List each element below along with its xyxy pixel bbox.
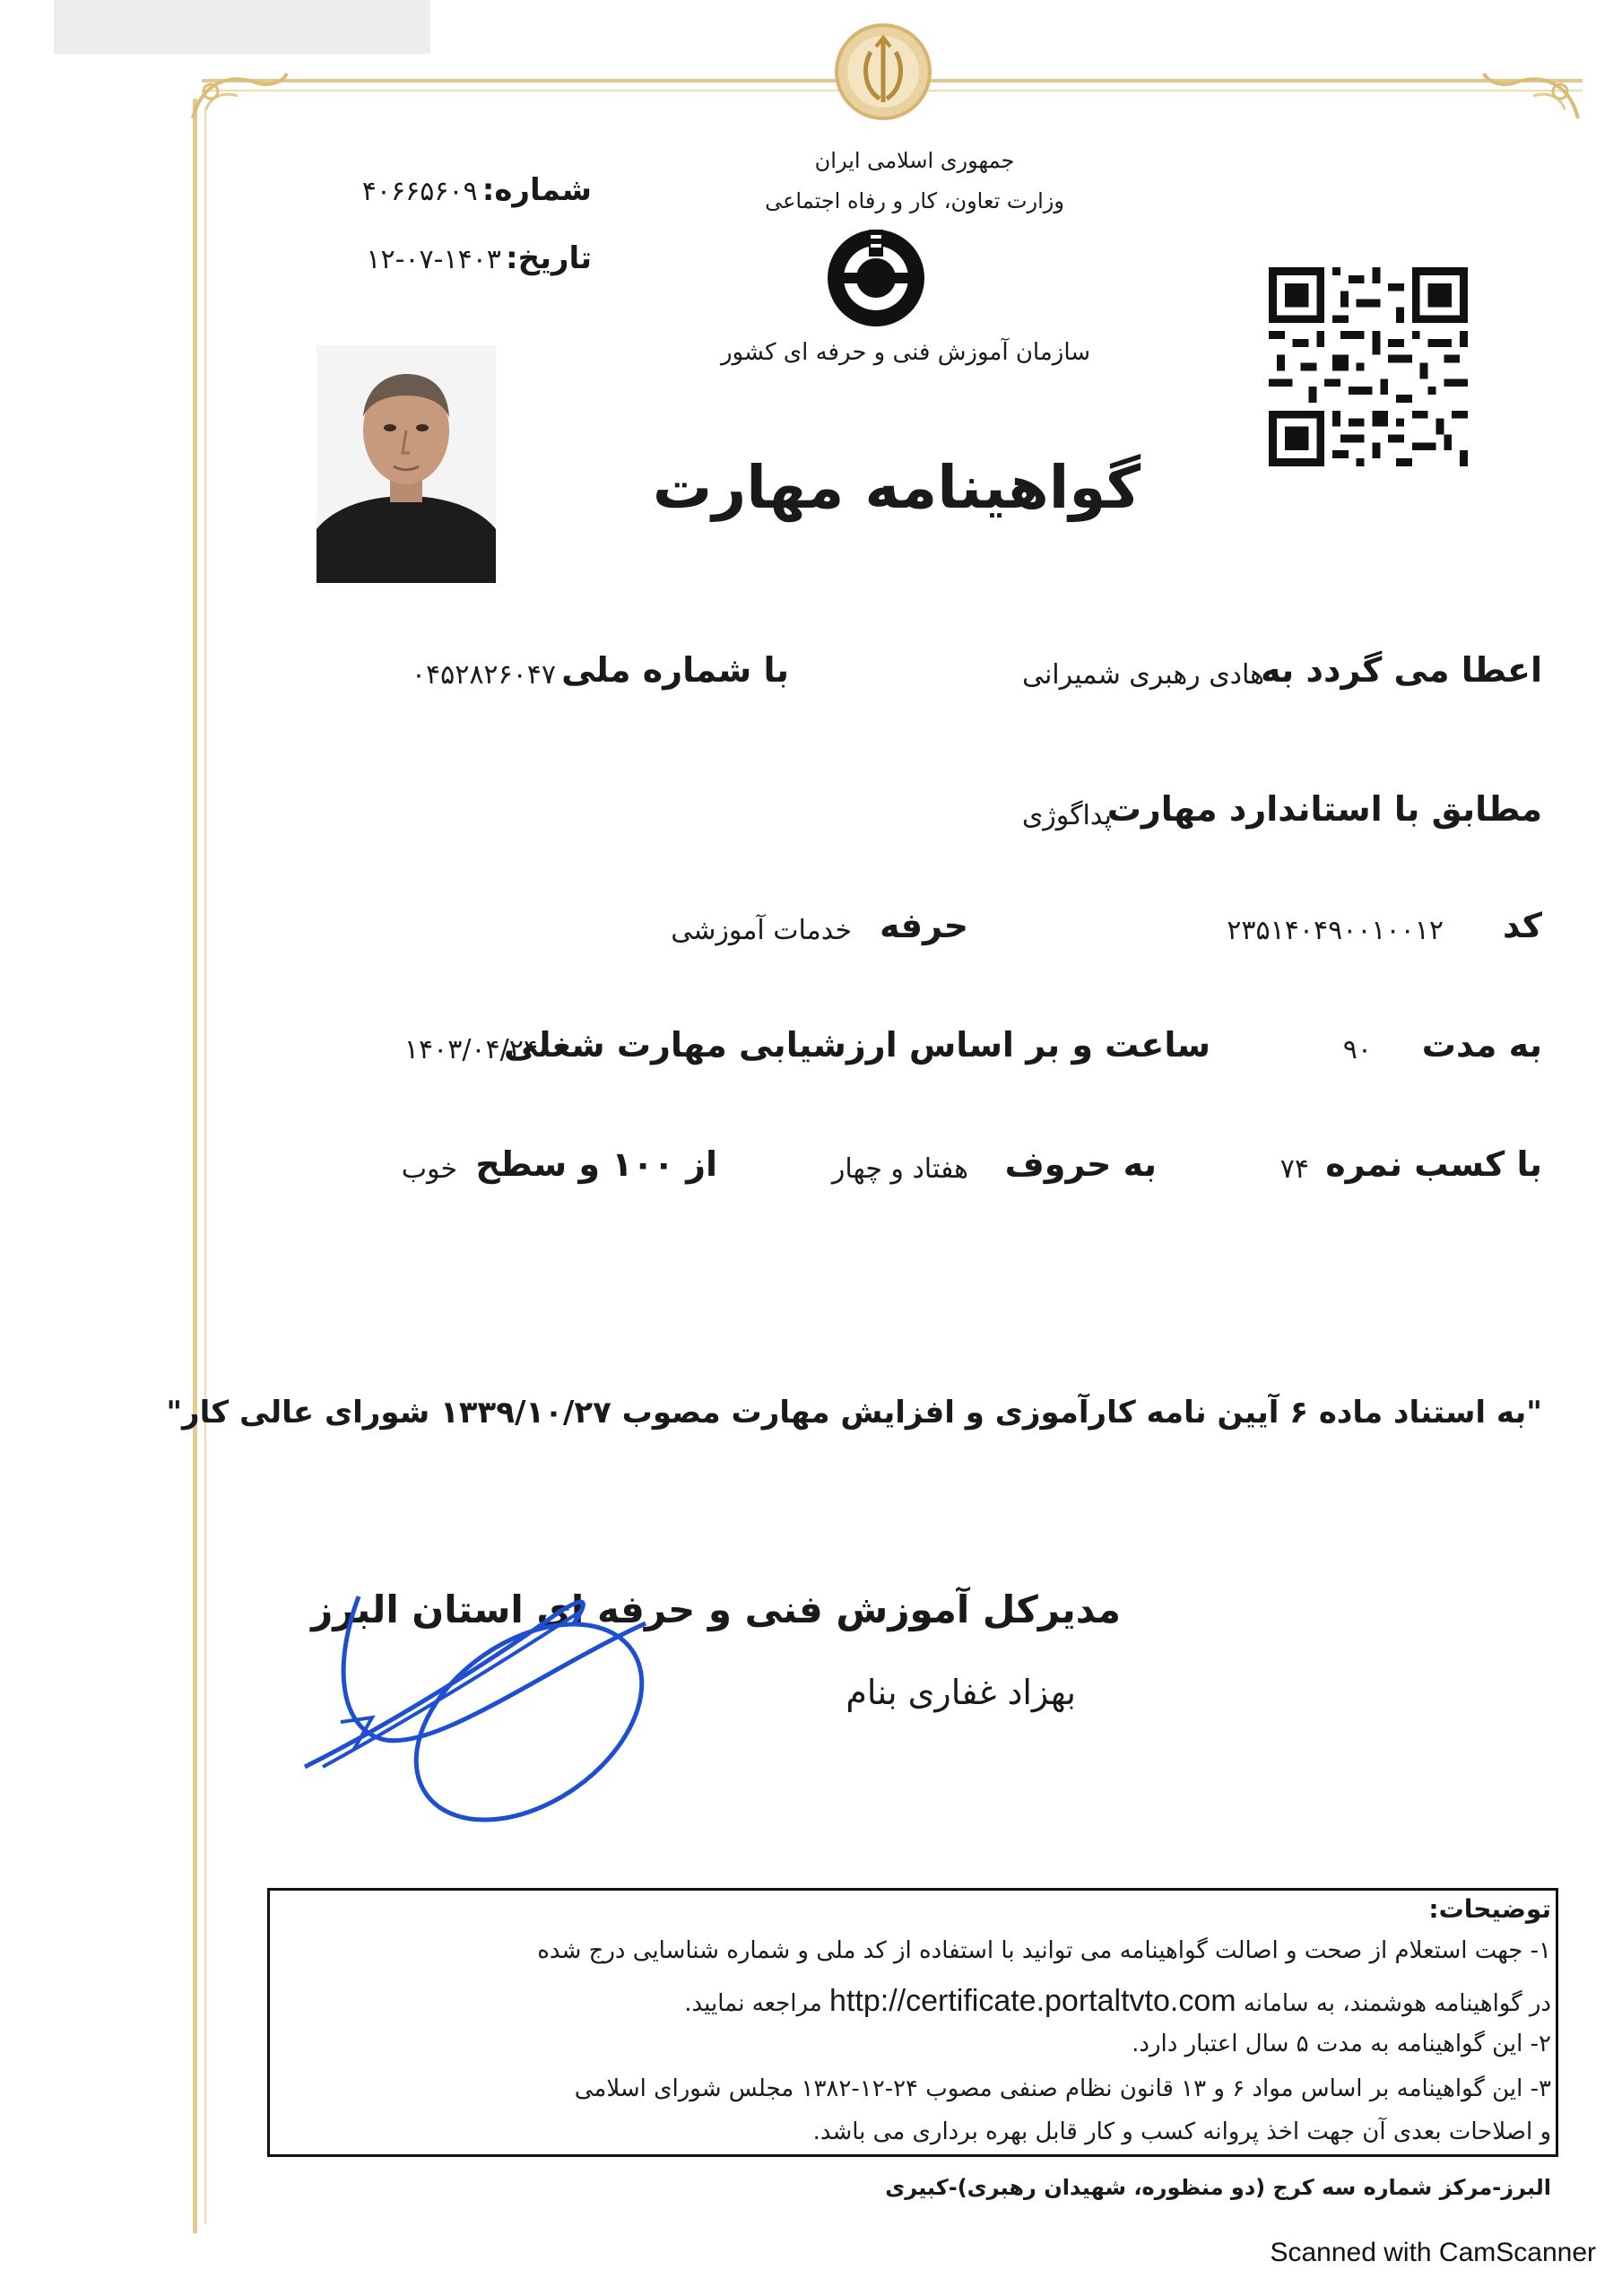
duration-value: ۹۰ <box>1342 1034 1372 1065</box>
duration-label: به مدت <box>1421 1025 1542 1065</box>
level-value: خوب <box>401 1153 457 1185</box>
recipient-photo <box>317 345 496 583</box>
score-label: با کسب نمره <box>1325 1144 1542 1184</box>
notes-line-3: ۲- این گواهینامه به مدت ۵ سال اعتبار دارد. <box>1132 2031 1551 2057</box>
score-value: ۷۴ <box>1279 1153 1309 1185</box>
trade-value: خدمات آموزشی <box>671 915 852 946</box>
standard-value: پداگوژی <box>1021 800 1112 831</box>
notes-heading: توضیحات: <box>1428 1894 1551 1924</box>
ornament-top-left <box>184 56 291 127</box>
organization-name: سازمان آموزش فنی و حرفه ای کشور <box>720 339 1091 366</box>
frame-border-left-inner <box>204 108 206 2224</box>
standard-label: مطابق با استاندارد مهارت <box>1106 789 1542 829</box>
date-value: ۱۴۰۳-۰۷-۱۲ <box>366 244 501 275</box>
frame-border-left <box>193 99 197 2233</box>
assessment-label: ساعت و بر اساس ارزشیابی مهارت شغلی <box>503 1025 1210 1065</box>
scan-shadow <box>54 0 430 54</box>
ministry-name: وزارت تعاون، کار و رفاه اجتماعی <box>765 188 1064 213</box>
notes-line-5: و اصلاحات بعدی آن جهت اخذ پروانه کسب و کار قابل بهره برداری می باشد. <box>812 2118 1551 2145</box>
trade-label: حرفه <box>880 906 968 945</box>
number-value: ۴۰۶۶۵۶۰۹ <box>361 176 478 207</box>
qr-code-icon <box>1269 267 1468 466</box>
legal-basis: "به استناد ماده ۶ آیین نامه کارآموزی و افزایش مهارت مصوب ۱۳۳۹/۱۰/۲۷ شورای عالی کار" <box>166 1395 1542 1431</box>
ornament-top-right <box>1479 56 1587 127</box>
certificate-title: گواهینامه مهارت <box>652 453 1141 522</box>
issuing-center-address: البرز-مرکز شماره سه کرج (دو منظوره، شهیدان رهبری)-کبیری <box>885 2175 1551 2200</box>
national-id-label: با شماره ملی <box>561 650 789 690</box>
in-words-label: به حروف <box>1004 1144 1157 1184</box>
portal-url[interactable]: http://certificate.portaltvto.com <box>829 1984 1236 2018</box>
date-label: تاریخ: <box>506 240 592 276</box>
level-label: از ۱۰۰ و سطح <box>475 1144 717 1184</box>
notes-line-2-prefix: در گواهینامه هوشمند، به سامانه <box>1243 1990 1551 2017</box>
scanner-watermark: Scanned with CamScanner <box>1270 2238 1596 2267</box>
recipient-name: هادی رهبری شمیرانی <box>1021 659 1264 691</box>
notes-box <box>267 1888 1558 2157</box>
assessment-date: ۱۴۰۳/۰۴/۲۴ <box>403 1034 538 1065</box>
republic-name: جمهوری اسلامی ایران <box>814 148 1015 173</box>
awarded-label: اعطا می گردد به <box>1261 650 1542 690</box>
code-label: کد <box>1502 906 1542 945</box>
signatory-name: بهزاد غفاری بنام <box>846 1673 1076 1712</box>
signatory-title: مدیرکل آموزش فنی و حرفه ای استان البرز <box>311 1587 1121 1631</box>
score-words: هفتاد و چهار <box>831 1153 968 1185</box>
national-id-value: ۰۴۵۲۸۲۶۰۴۷ <box>411 659 556 691</box>
handwritten-signature <box>287 1561 681 1857</box>
code-value: ۲۳۵۱۴۰۴۹۰۰۱۰۰۱۲ <box>1227 915 1444 946</box>
reference-number-row <box>287 172 592 208</box>
notes-line-2 <box>278 1984 1551 2019</box>
number-label: شماره: <box>481 172 592 208</box>
notes-line-2-suffix: مراجعه نمایید. <box>684 1990 822 2017</box>
notes-line-1: ۱- جهت استعلام از صحت و اصالت گواهینامه می توانید با استفاده از کد ملی و شماره شناسایی درج شده <box>537 1937 1551 1964</box>
reference-date-row <box>287 240 592 276</box>
tvto-logo-icon <box>822 224 930 332</box>
notes-line-4: ۳- این گواهینامه بر اساس مواد ۶ و ۱۳ قانون نظام صنفی مصوب ۲۴-۱۲-۱۳۸۲ مجلس شورای اسلامی <box>574 2075 1551 2102</box>
iran-emblem-icon <box>829 16 937 133</box>
